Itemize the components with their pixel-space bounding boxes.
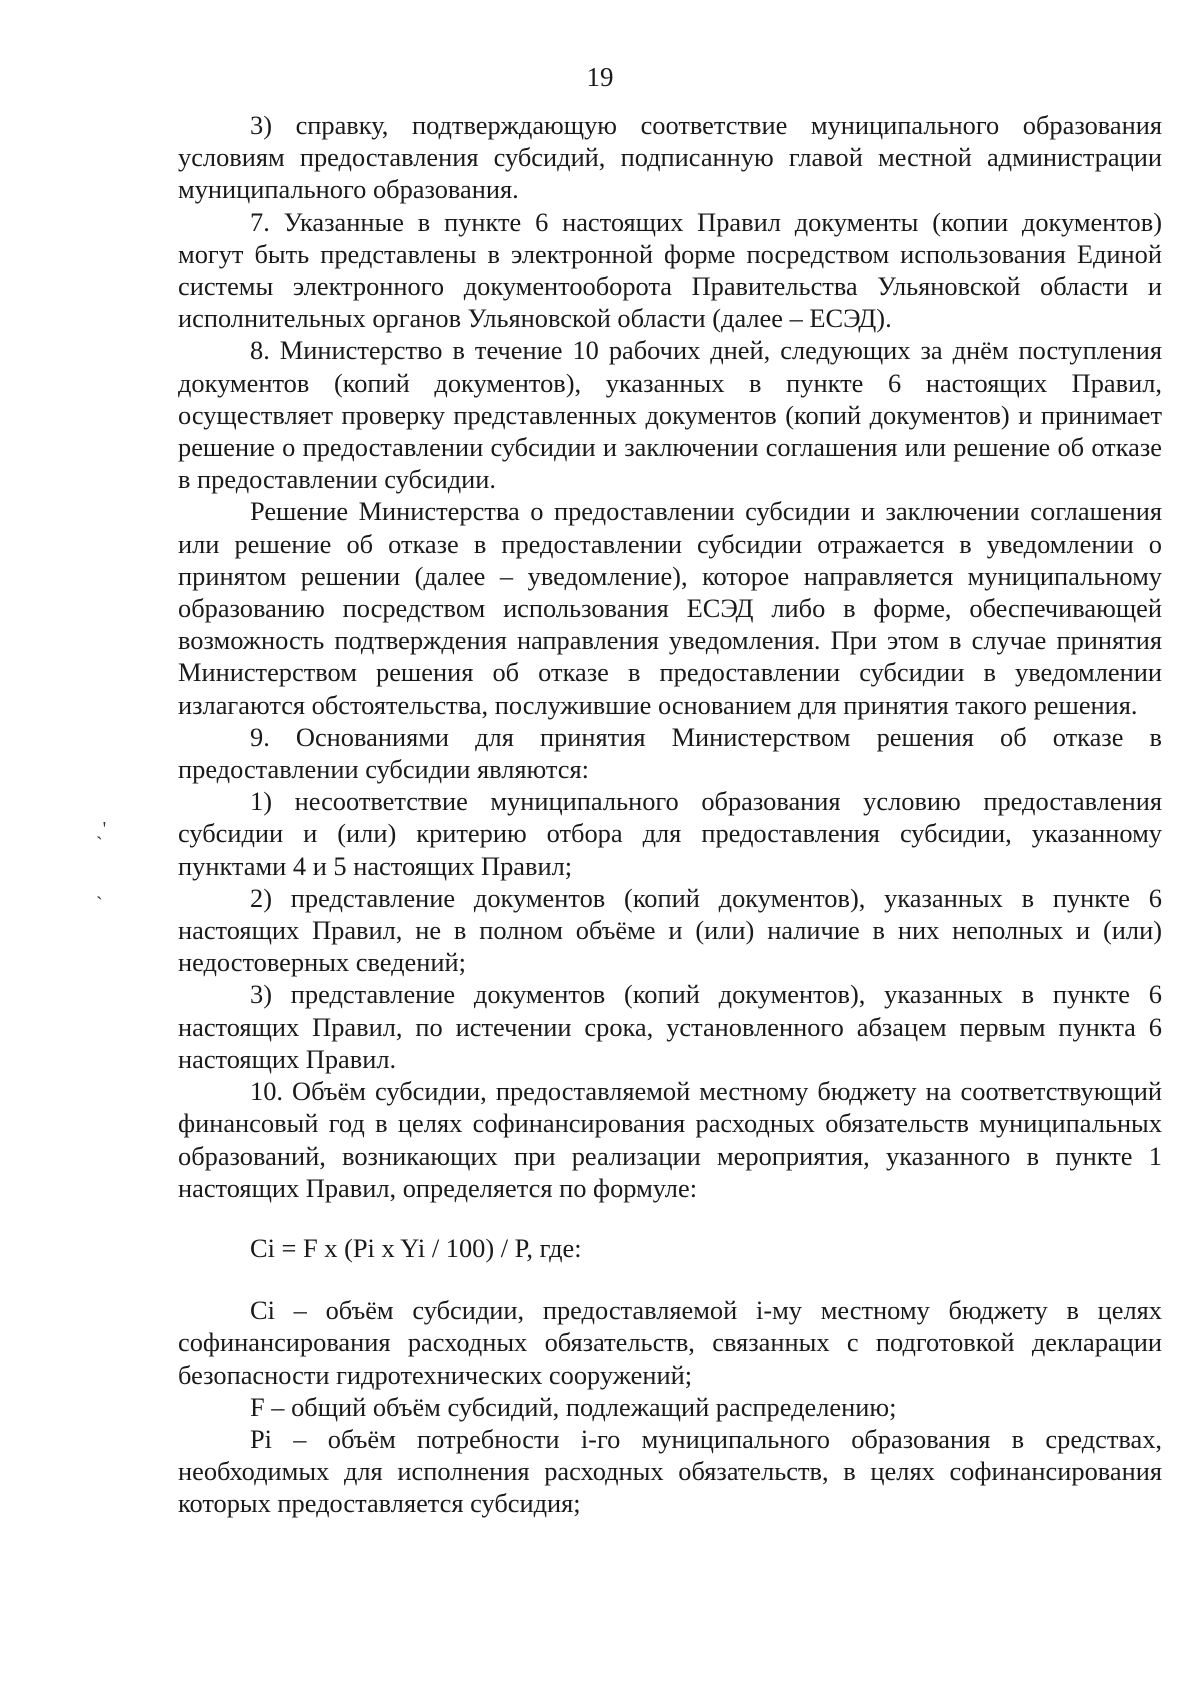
margin-mark: ˎ' bbox=[96, 818, 107, 840]
paragraph-clause-7: 7. Указанные в пункте 6 настоящих Правил документы (копии документов) могут быть представлены в электронной форме посредством использования Единой системы электронного документооборота Правительства Ульяновской области и исполнительных органов Ульяновской области (далее – ЕСЭД). bbox=[178, 206, 1162, 334]
definition-f: F – общий объём субсидий, подлежащий распределению; bbox=[250, 1391, 897, 1422]
paragraph-clause-9: 9. Основаниями для принятия Министерством решения об отказе в предоставлении субсидии являются: bbox=[178, 721, 1162, 785]
definition-pi: Pi – объём потребности i-го муниципального образования в средствах, необходимых для исполнения расходных обязательств, в целях софинансирования которых предоставляется субсидия; bbox=[178, 1423, 1162, 1519]
paragraph-refusal-ground-3: 3) представление документов (копий документов), указанных в пункте 6 настоящих Правил, по истечении срока, установленного абзацем первым пункта 6 настоящих Правил. bbox=[178, 979, 1162, 1074]
document-body bbox=[178, 109, 1162, 1520]
page-number: 19 bbox=[586, 62, 614, 92]
paragraph-clause-8: 8. Министерство в течение 10 рабочих дней, следующих за днём поступления документов (копий документов), указанных в пункте 6 настоящих Правил, осуществляет проверку представленных документов (копий документов) и принимает решение о предоставлении субсидии и заключении соглашения или решение об отказе в предоставлении субсидии. bbox=[178, 335, 1162, 495]
subsidy-formula: Ci = F x (Pi x Yi / 100) / P, где: bbox=[250, 1232, 582, 1263]
paragraph-refusal-ground-2: 2) представление документов (копий документов), указанных в пункте 6 настоящих Правил, не в полном объёме и (или) наличие в них неполных и (или) недостоверных сведений; bbox=[178, 882, 1162, 978]
paragraph-decision-notice: Решение Министерства о предоставлении субсидии и заключении соглашения или решение об отказе в предоставлении субсидии отражается в уведомлении о принятом решении (далее – уведомление), которое направляется муниципальному образованию посредством использования ЕСЭД либо в форме, обеспечивающей возможность подтверждения направления уведомления. При этом в случае принятия Министерством решения об отказе в предоставлении субсидии в уведомлении излагаются обстоятельства, послужившие основанием для принятия такого решения. bbox=[178, 496, 1162, 720]
paragraph-item-3-certificate: 3) справку, подтверждающую соответствие муниципального образования условиям предоставления субсидий, подписанную главой местной администрации муниципального образования. bbox=[178, 110, 1162, 205]
margin-mark: ˎ bbox=[96, 878, 103, 900]
paragraph-refusal-ground-1: 1) несоответствие муниципального образования условию предоставления субсидии и (или) критерию отбора для предоставления субсидии, указанному пунктами 4 и 5 настоящих Правил; bbox=[178, 786, 1162, 881]
definition-ci: Ci – объём субсидии, предоставляемой i-му местному бюджету в целях софинансирования расходных обязательств, связанных с подготовкой декларации безопасности гидротехнических сооружений; bbox=[178, 1295, 1162, 1390]
paragraph-clause-10: 10. Объём субсидии, предоставляемой местному бюджету на соответствующий финансовый год в целях софинансирования расходных обязательств муниципальных образований, возникающих при реализации мероприятия, указанного в пункте 1 настоящих Правил, определяется по формуле: bbox=[178, 1076, 1162, 1203]
